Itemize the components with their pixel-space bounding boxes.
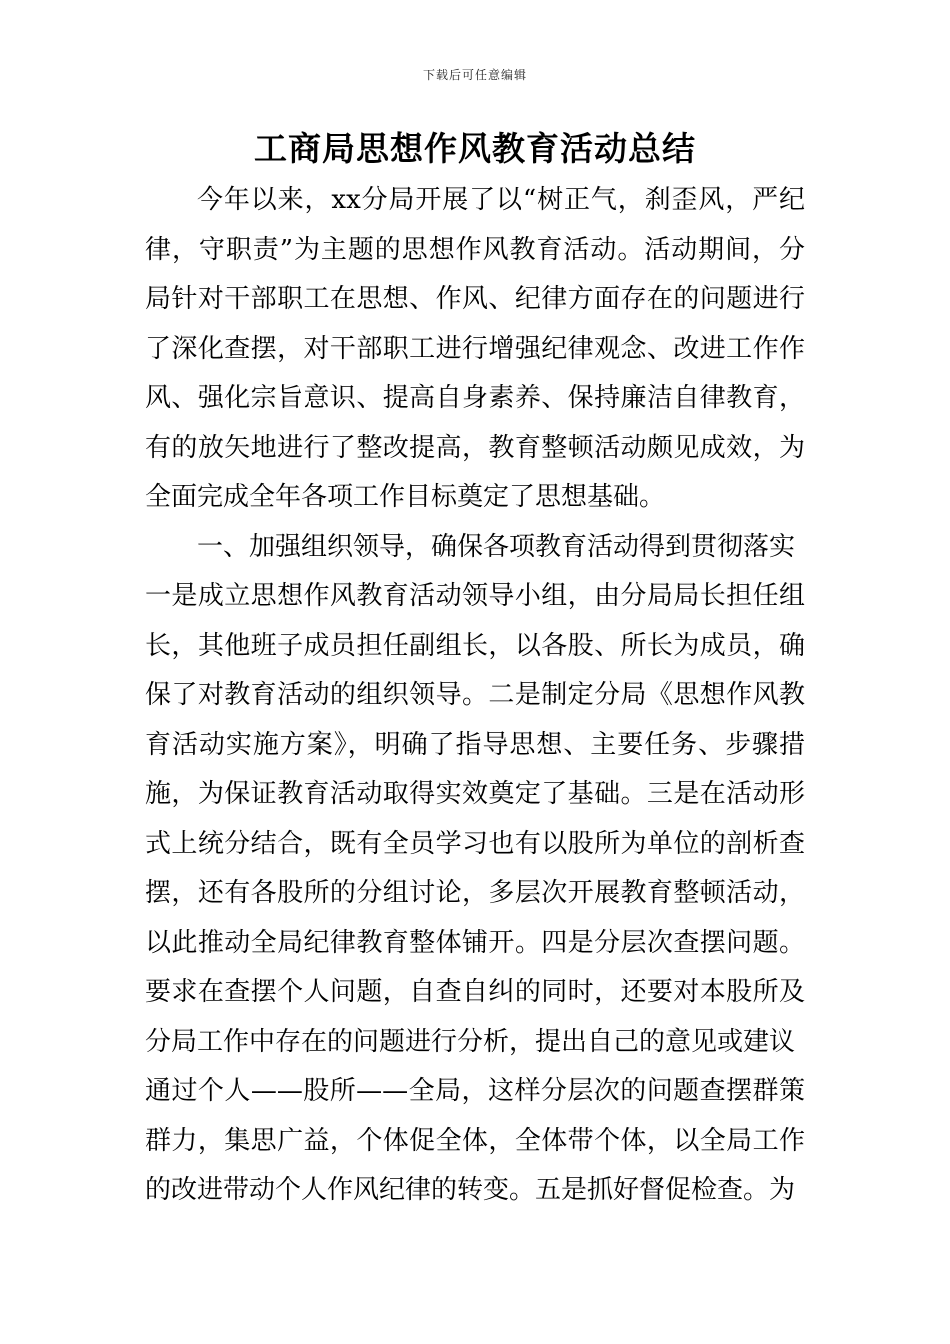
paragraph-section-1-cont: 通过个人——股所——全局，这样分层次的问题查摆群策群力，集思广益，个体促全体，全体带个体，以全局工作的改进带动个人作风纪律的转变。五是抓好督促检查。为 (145, 1076, 805, 1205)
paragraph-intro: 今年以来，xx分局开展了以“树正气，刹歪风，严纪律，守职责”为主题的思想作风教育活动。活动期间，分局针对干部职工在思想、作风、纪律方面存在的问题进行了深化查摆，对干部职工进行增强纪律观念、改进工作作风、强化宗旨意识、提高自身素养、保持廉洁自律教育，有的放矢地进行了整改提高，教育整顿活动颇见成效，为全面完成全年各项工作目标奠定了思想基础。 (145, 185, 805, 512)
page-title: 工商局思想作风教育活动总结 (254, 129, 696, 168)
document-body (145, 176, 805, 1216)
section-heading-1: 一、加强组织领导，确保各项教育活动得到贯彻落实 (197, 531, 796, 562)
header-note: 下载后可任意编辑 (422, 68, 527, 82)
paragraph-section-1: 一是成立思想作风教育活动领导小组，由分局局长担任组长，其他班子成员担任副组长，以各股、所长为成员，确保了对教育活动的组织领导。二是制定分局《思想作风教育活动实施方案》，明确了指导思想、主要任务、步骤措施，为保证教育活动取得实效奠定了基础。三是在活动形式上统分结合，既有全员学习也有以股所为单位的剖析查摆，还有各股所的分组讨论，多层次开展教育整顿活动，以此推动全局纪律教育整体铺开。四是分层次查摆问题。要求在查摆个人问题，自查自纠的同时，还要对本股所及分局工作中存在的问题进行分析，提出自己的意见或建议 (145, 581, 805, 1057)
